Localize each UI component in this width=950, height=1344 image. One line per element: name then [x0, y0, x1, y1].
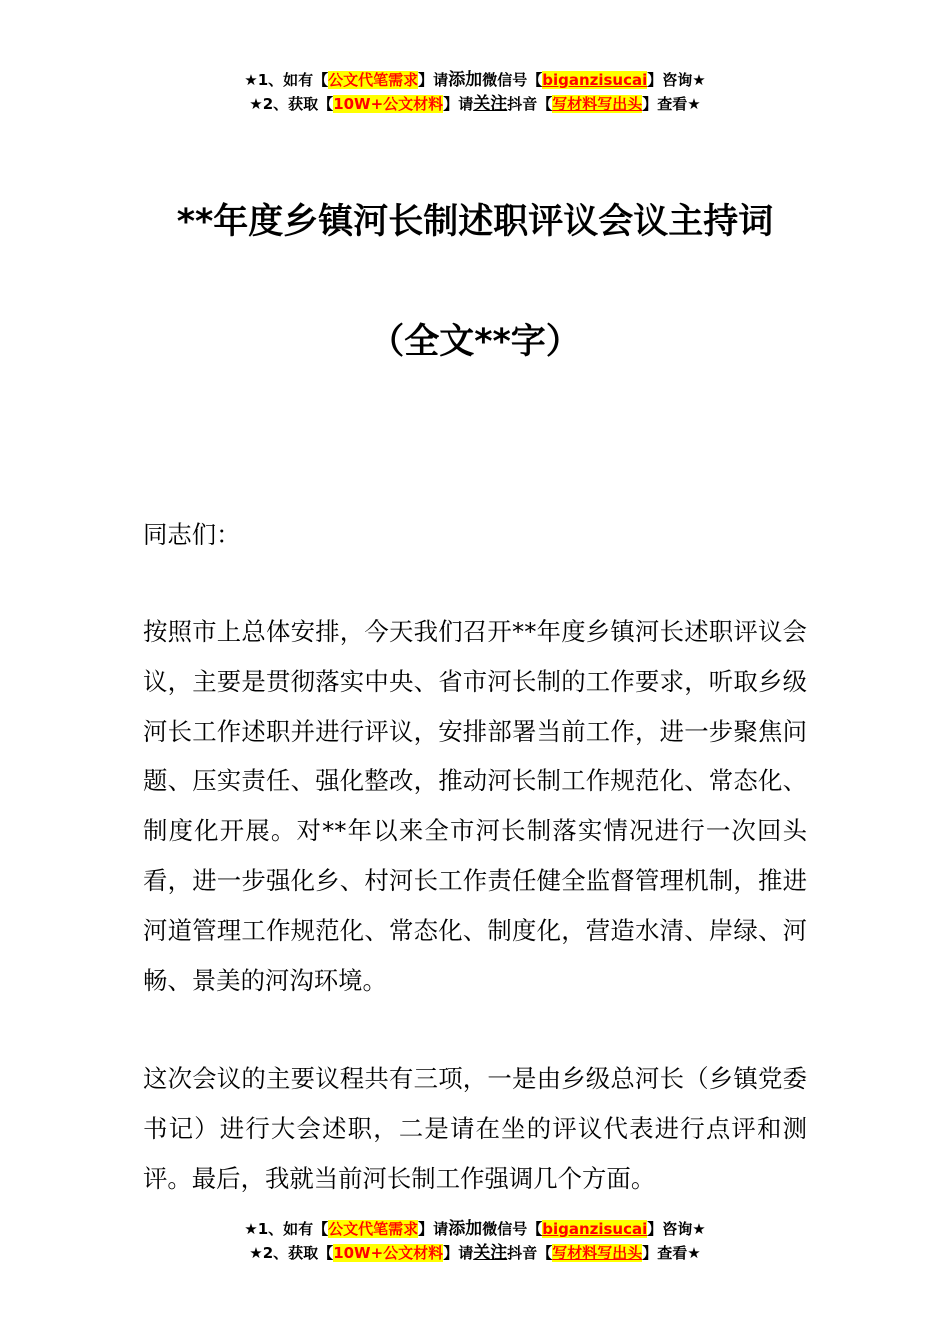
banner-line-1-mid: 】请	[418, 71, 449, 89]
banner-line-2-mid: 】请	[443, 95, 474, 113]
banner-line-1-wechat-id: biganzisucai	[542, 71, 648, 89]
banner-line-2-emphasis: 关注	[473, 94, 508, 114]
banner-line-2-suffix: 】查看★	[642, 95, 701, 113]
top-banner	[0, 68, 950, 116]
bottom-banner-line-1-emphasis: 添加	[448, 1219, 483, 1239]
bottom-banner-line-1-wechat-id: biganzisucai	[542, 1220, 648, 1238]
banner-line-1-highlight-service: 公文代笔需求	[328, 71, 419, 89]
bottom-banner-line-1-mid: 】请	[418, 1220, 449, 1238]
banner-line-1-mid-2: 微信号【	[482, 71, 543, 89]
bottom-banner-line-1-mid-2: 微信号【	[482, 1220, 543, 1238]
banner-line-2-mid-2: 抖音【	[507, 95, 553, 113]
bottom-banner-line-2-emphasis: 关注	[473, 1243, 508, 1263]
banner-line-2-prefix: ★2、获取【	[249, 95, 334, 113]
bottom-banner-line-2-douyin-id: 写材料写出头	[552, 1244, 643, 1262]
bottom-banner-line-2-highlight-materials: 10W+公文材料	[333, 1244, 444, 1262]
banner-line-1-emphasis: 添加	[448, 70, 483, 90]
bottom-banner-line-1-highlight-service: 公文代笔需求	[328, 1220, 419, 1238]
banner-line-1-suffix: 】咨询★	[647, 71, 706, 89]
banner-line-1	[0, 68, 950, 92]
banner-line-2-douyin-id: 写材料写出头	[552, 95, 643, 113]
bottom-banner-line-1-prefix: ★1、如有【	[244, 1220, 329, 1238]
document-subtitle: （全文**字）	[369, 322, 581, 362]
bottom-banner-line-1-suffix: 】咨询★	[647, 1220, 706, 1238]
salutation: 同志们：	[143, 520, 241, 549]
bottom-banner-line-2-suffix: 】查看★	[642, 1244, 701, 1262]
bottom-banner-line-2-mid: 】请	[443, 1244, 474, 1262]
bottom-banner-line-2-mid-2: 抖音【	[507, 1244, 553, 1262]
bottom-banner	[0, 1217, 950, 1265]
bottom-banner-line-2-prefix: ★2、获取【	[249, 1244, 334, 1262]
paragraph-2: 这次会议的主要议程共有三项，一是由乡级总河长（乡镇党委书记）进行大会述职，二是请在坐的评议代表进行点评和测评。最后，我就当前河长制工作强调几个方面。	[143, 1064, 807, 1193]
banner-line-2	[0, 92, 950, 116]
banner-line-2-highlight-materials: 10W+公文材料	[333, 95, 444, 113]
bottom-banner-line-2	[0, 1241, 950, 1265]
banner-line-1-prefix: ★1、如有【	[244, 71, 329, 89]
bottom-banner-line-1	[0, 1217, 950, 1241]
paragraph-1: 按照市上总体安排，今天我们召开**年度乡镇河长述职评议会议，主要是贯彻落实中央、省市河长制的工作要求，听取乡级河长工作述职并进行评议，安排部署当前工作，进一步聚焦问题、压实责任、强化整改，推动河长制工作规范化、常态化、制度化开展。对**年以来全市河长制落实情况进行一次回头看，进一步强化乡、村河长工作责任健全监督管理机制，推进河道管理工作规范化、常态化、制度化，营造水清、岸绿、河畅、景美的河沟环境。	[143, 617, 807, 995]
document-title: **年度乡镇河长制述职评议会议主持词	[176, 202, 774, 242]
